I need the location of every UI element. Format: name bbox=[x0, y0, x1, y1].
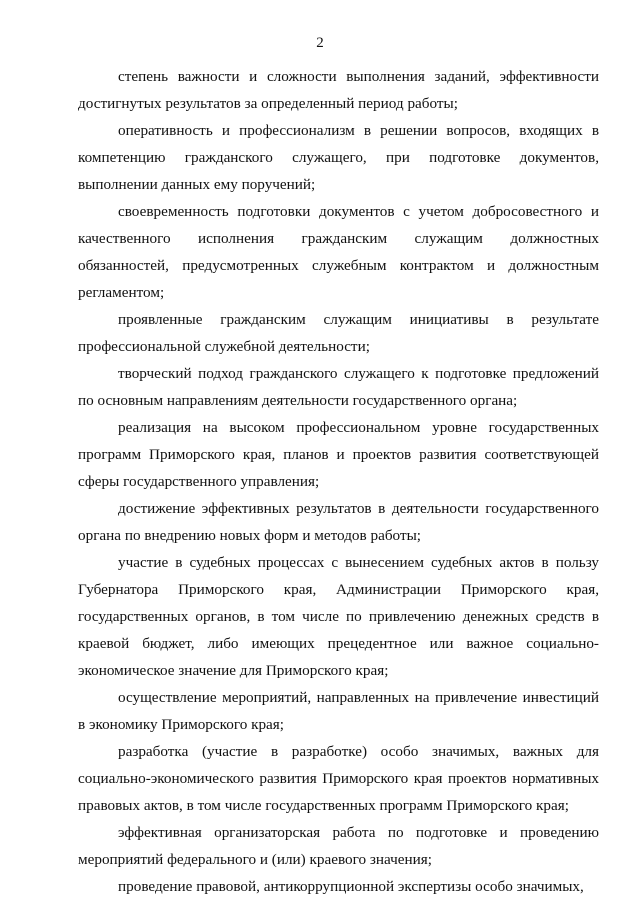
page-number: 2 bbox=[316, 35, 324, 51]
paragraph-8: участие в судебных процессах с вынесением судебных актов в пользу Губернатора Приморского края, Администрации Приморского края, государственных органов, в том числе по привлечению денежных средств в краевой бюджет, либо имеющих прецедентное или важное социально-экономическое значение для Приморского края; bbox=[78, 554, 599, 679]
paragraph-3: своевременность подготовки документов с учетом добросовестного и качественного исполнения гражданским служащим должностных обязанностей, предусмотренных служебным контрактом и должностным регламентом; bbox=[78, 203, 599, 301]
paragraph-6: реализация на высоком профессиональном уровне государственных программ Приморского края, планов и проектов развития соответствующей сферы государственного управления; bbox=[78, 419, 599, 490]
paragraph-9: осуществление мероприятий, направленных на привлечение инвестиций в экономику Приморского края; bbox=[78, 689, 599, 733]
paragraph-5: творческий подход гражданского служащего к подготовке предложений по основным направлениям деятельности государственного органа; bbox=[78, 365, 599, 409]
paragraph-12: проведение правовой, антикоррупционной экспертизы особо значимых, bbox=[118, 878, 584, 895]
paragraph-10: разработка (участие в разработке) особо значимых, важных для социально-экономического развития Приморского края проектов нормативных правовых актов, в том числе государственных программ Приморского края; bbox=[78, 743, 599, 814]
paragraph-11: эффективная организаторская работа по подготовке и проведению мероприятий федерального и (или) краевого значения; bbox=[78, 824, 599, 868]
document-body bbox=[78, 63, 599, 900]
paragraph-7: достижение эффективных результатов в деятельности государственного органа по внедрению новых форм и методов работы; bbox=[78, 500, 599, 544]
paragraph-2: оперативность и профессионализм в решении вопросов, входящих в компетенцию гражданского служащего, при подготовке документов, выполнении данных ему поручений; bbox=[78, 122, 599, 193]
paragraph-1: степень важности и сложности выполнения заданий, эффективности достигнутых результатов за определенный период работы; bbox=[78, 68, 599, 112]
paragraph-4: проявленные гражданским служащим инициативы в результате профессиональной служебной деятельности; bbox=[78, 311, 599, 355]
